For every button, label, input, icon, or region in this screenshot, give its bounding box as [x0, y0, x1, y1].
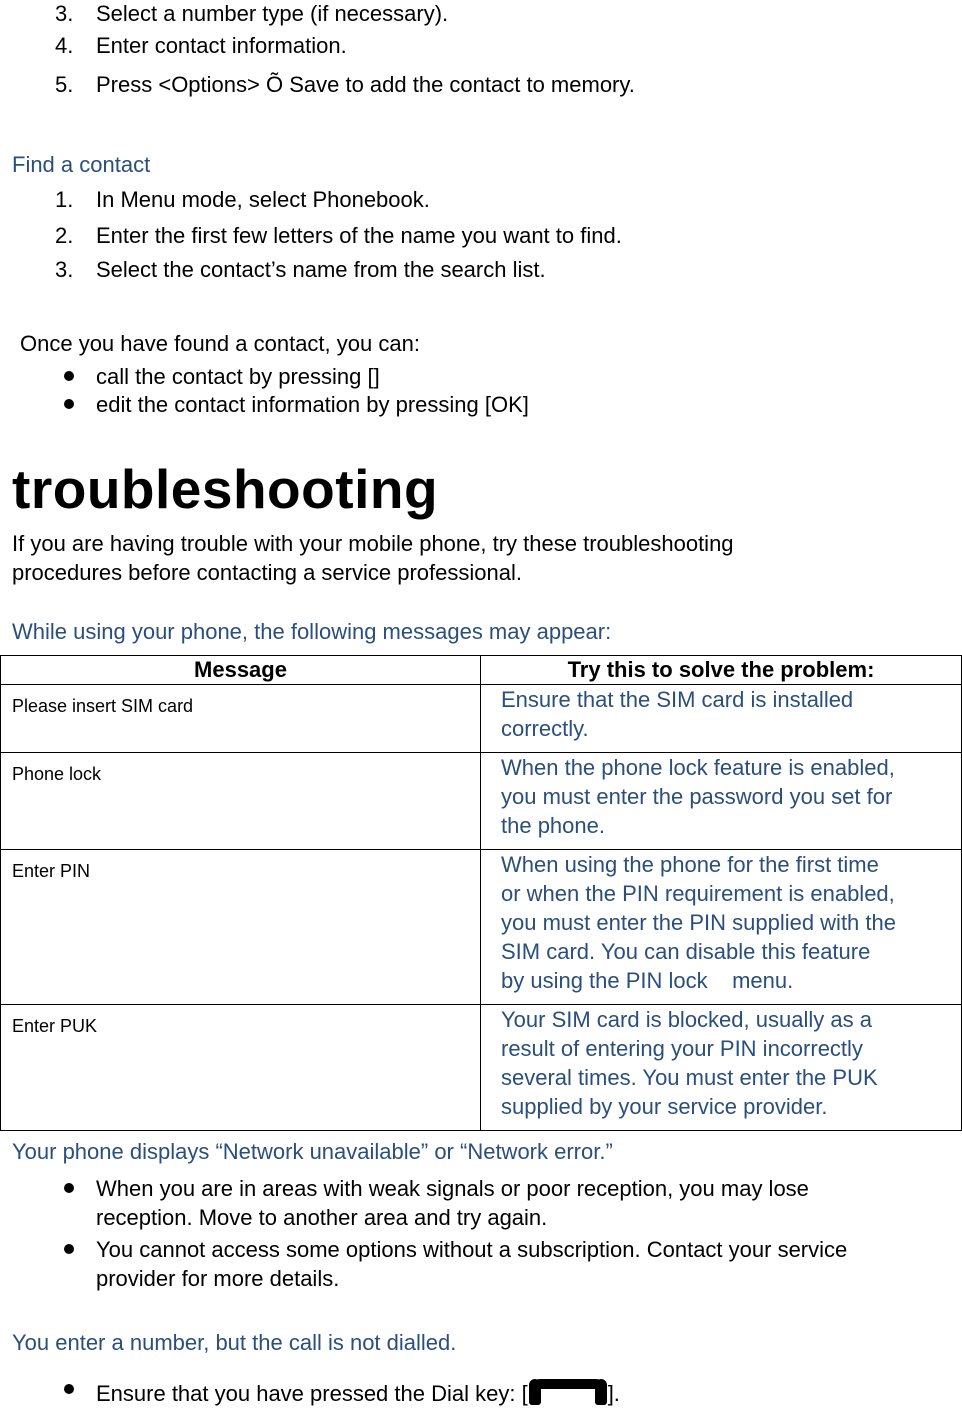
solution-cell — [481, 685, 962, 753]
bullet-text: You cannot access some options without a subscription. Contact your service — [96, 1237, 848, 1262]
solution-line: When using the phone for the first time — [501, 852, 879, 877]
table-row — [1, 753, 962, 850]
page-title: troubleshooting — [12, 458, 439, 520]
bullet-icon — [64, 399, 74, 409]
intro-text-line2: procedures before contacting a service professional. — [12, 560, 522, 585]
solution-line: the phone. — [501, 813, 605, 838]
step-number: 2. — [55, 223, 74, 248]
dial-key-icon — [529, 1375, 607, 1405]
bullet-icon — [64, 1183, 74, 1193]
intro-text-line1: If you are having trouble with your mobile phone, try these troubleshooting — [12, 531, 734, 556]
message-cell: Enter PIN — [1, 850, 481, 1005]
bullet-text-continued: provider for more details. — [96, 1266, 340, 1291]
solution-line: you must enter the password you set for — [501, 784, 893, 809]
column-header-solution: Try this to solve the problem: — [481, 656, 962, 685]
step-number: 4. — [55, 33, 74, 58]
bullet-icon — [64, 1384, 74, 1394]
step-number: 3. — [55, 1, 74, 26]
solution-line: or when the PIN requirement is enabled, — [501, 881, 895, 906]
bullet-text: call the contact by pressing [] — [96, 364, 380, 389]
solution-line: Ensure that the SIM card is installed — [501, 687, 854, 712]
column-header-message: Message — [1, 656, 481, 685]
step-text: Enter contact information. — [96, 33, 347, 58]
message-cell: Enter PUK — [1, 1005, 481, 1131]
bullet-icon — [64, 371, 74, 381]
step-number: 1. — [55, 187, 74, 212]
message-cell: Please insert SIM card — [1, 685, 481, 753]
section-heading: Your phone displays “Network unavailable” or “Network error.” — [12, 1139, 613, 1164]
solution-line: When the phone lock feature is enabled, — [501, 755, 895, 780]
table-row — [1, 1005, 962, 1131]
bullet-icon — [64, 1244, 74, 1254]
bullet-text: edit the contact information by pressing [OK] — [96, 392, 529, 417]
solution-cell — [481, 1005, 962, 1131]
step-text: Press <Options> Õ Save to add the contact to memory. — [96, 72, 635, 97]
solution-line: SIM card. You can disable this feature — [501, 939, 871, 964]
section-heading: You enter a number, but the call is not dialled. — [12, 1330, 457, 1355]
section-heading: Find a contact — [12, 152, 151, 177]
step-number: 3. — [55, 257, 74, 282]
table-row — [1, 850, 962, 1005]
section-heading: While using your phone, the following messages may appear: — [12, 619, 612, 644]
solution-line: you must enter the PIN supplied with the — [501, 910, 896, 935]
step-text: Select the contact’s name from the search list. — [96, 257, 546, 282]
message-cell: Phone lock — [1, 753, 481, 850]
bullet-text — [96, 1375, 620, 1408]
messages-table — [0, 655, 962, 1131]
solution-cell — [481, 850, 962, 1005]
step-text: Enter the first few letters of the name you want to find. — [96, 223, 622, 248]
step-number: 5. — [55, 72, 74, 97]
step-text: Select a number type (if necessary). — [96, 1, 449, 26]
solution-line: several times. You must enter the PUK — [501, 1065, 878, 1090]
solution-line: supplied by your service provider. — [501, 1094, 828, 1119]
table-header-row — [1, 656, 962, 685]
table-row — [1, 685, 962, 753]
bullet-text-suffix: ]. — [607, 1381, 620, 1406]
solution-line: result of entering your PIN incorrectly — [501, 1036, 863, 1061]
solution-line: Your SIM card is blocked, usually as a — [501, 1007, 872, 1032]
step-text: In Menu mode, select Phonebook. — [96, 187, 430, 212]
solution-cell — [481, 753, 962, 850]
solution-line: correctly. — [501, 716, 589, 741]
bullet-text: When you are in areas with weak signals or poor reception, you may lose — [96, 1176, 809, 1201]
bullet-text-prefix: Ensure that you have pressed the Dial key: [ — [96, 1381, 528, 1406]
solution-line: by using the PIN lock menu. — [501, 968, 794, 993]
once-found-text: Once you have found a contact, you can: — [20, 331, 420, 356]
bullet-text-continued: reception. Move to another area and try again. — [96, 1205, 548, 1230]
